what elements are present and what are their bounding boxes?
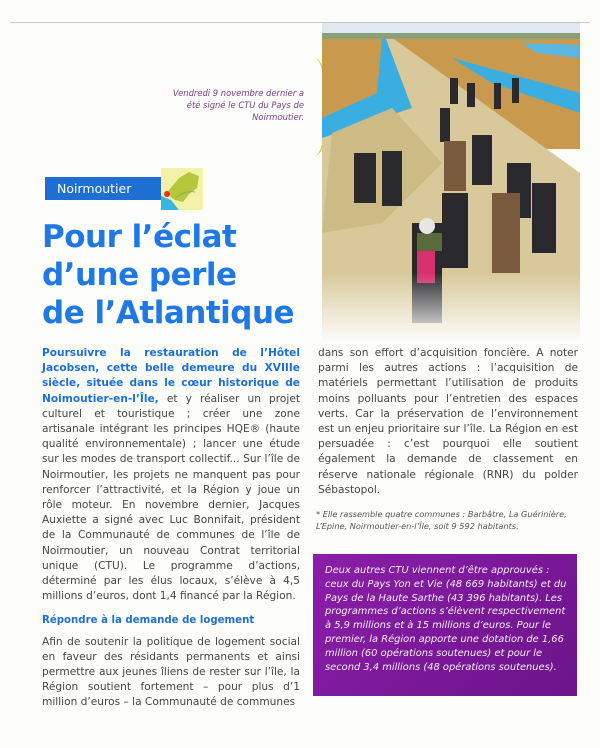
info-box: [313, 554, 577, 696]
info-box-text: Deux autres CTU viennent d’être approuvés : ceux du Pays Yon et Vie (48 669 habitants) et du Pays de la Haute Sarthe (43 396 habitants). Les programmes d’actions s’élèvent respectivement à 5,9 millions et à 15 millions d’euros. Pour le premier, la Région apporte une dotation de 1,66 million (60 opérations soutenues) et pour le second 3,4 millions (48 opérations soutenues).: [325, 565, 567, 673]
body-text: et y réaliser un projet culturel et touristique ; créer une zone artisanale intégrant les principes HQE® (haute qualité environnementale) ; lancer une étude sur les modes de transport collectif... Sur l’île de Noirmoutier, les projets ne manquent pas pour renforcer l’attractivité, et la Région y joue un rôle moteur. En novembre dernier, Jacques Auxiette a signé avec Luc Bonnifait, président de la Communauté de communes de l’île de Noirmoutier, un nouveau Contrat territorial unique (CTU). Le programme d’actions, déterminé par les élus locaux, s’élève à 4,5 millions d’euros, dont 1,4 financé par la Région.: [42, 392, 300, 603]
title-line: d’une perle: [42, 257, 237, 293]
title-line: Pour l’éclat: [42, 219, 237, 255]
article-photo: [322, 23, 580, 343]
page-title: [42, 218, 322, 332]
continuation-paragraph: dans son effort d’acquisition foncière. A noter parmi les autres actions : l’acquisition de matériels permettant l’utilisation de produits moins polluants pour l’entretien des espaces verts. Car la préservation de l’environnement est un enjeu prioritaire sur l’île. La Région en est persuadée : c’est pourquoi elle soutient également la demande de classement en réserve nationale régionale (RNR) du polder Sébastopol.: [318, 347, 578, 496]
subheading: Répondre à la demande de logement: [42, 615, 255, 627]
housing-paragraph: Afin de soutenir la politique de logement social en faveur des résidants permanents et ainsi permettre aux jeunes îliens de rester sur l’île, la Région soutient fortement – pour plus d’1 million d’euros – la Communauté de communes: [42, 635, 300, 709]
footnote: * Elle rassemble quatre communes : Barbâtre, La Guérinière, L’Epine, Noirmoutier-en-l’Île, soit 9 592 habitants.: [316, 509, 567, 531]
article-column-left: [42, 346, 300, 711]
article-column-right: [318, 346, 578, 498]
section-tag-label: Noirmoutier: [57, 181, 132, 196]
section-tag: [45, 177, 163, 200]
intro-paragraph: [42, 346, 300, 604]
photo-caption: Vendredi 9 novembre dernier a été signé le CTU du Pays de Noirmoutier.: [172, 88, 304, 122]
lead-text: Poursuivre la restauration de l’Hôtel Jacobsen, cette belle demeure du XVIIIe siècle, située dans le cœur historique de Noimoutier-en-l’Île,: [42, 347, 300, 405]
region-map-icon: [161, 168, 203, 210]
title-line: de l’Atlantique: [42, 295, 295, 331]
